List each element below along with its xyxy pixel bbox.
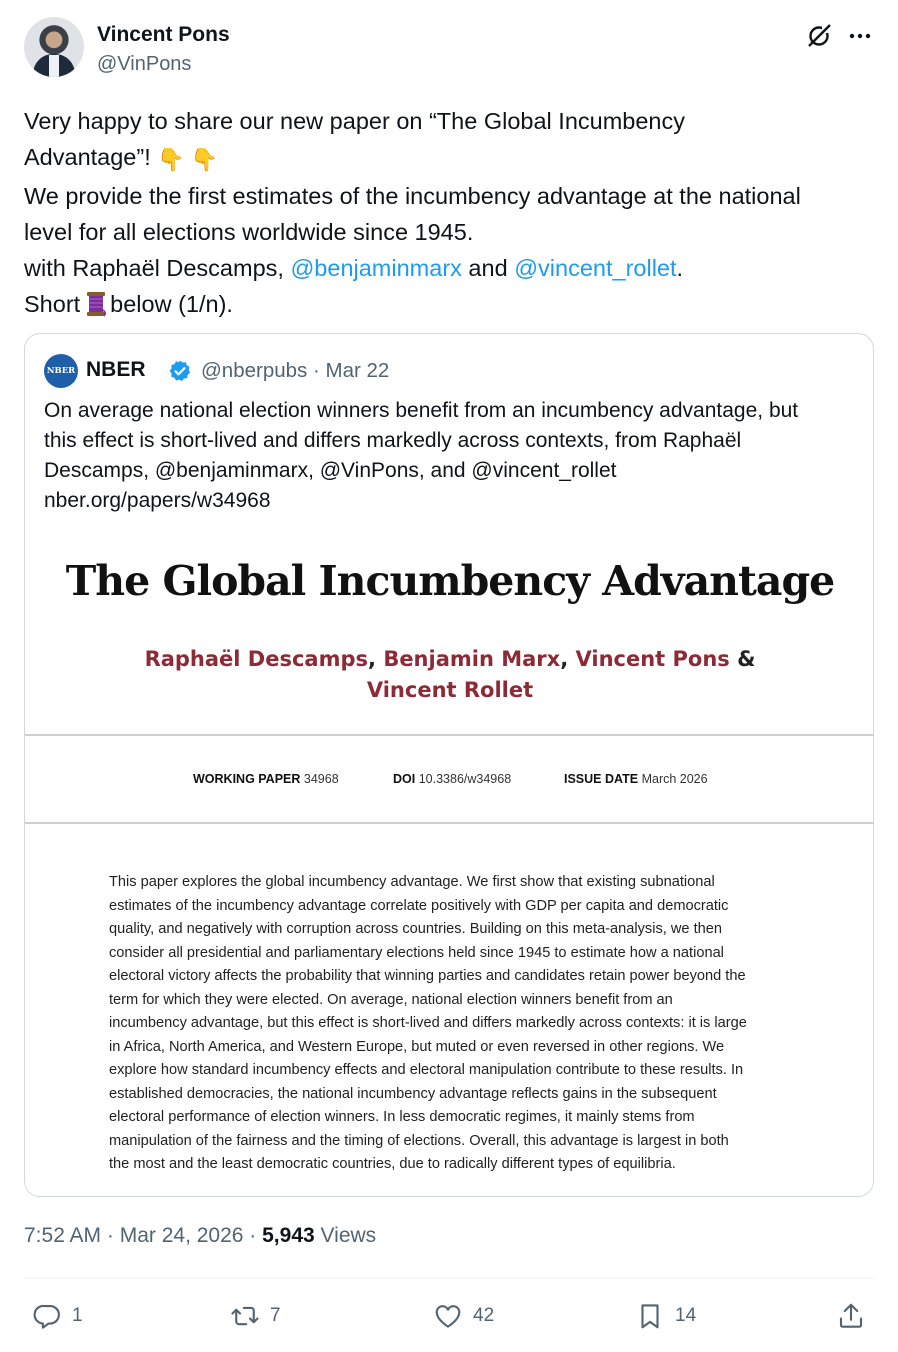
bookmark-count: 14 — [675, 1305, 697, 1326]
paper-author: Raphaël Descamps — [144, 647, 369, 671]
tweet-line-text: . — [676, 255, 684, 281]
paper-doi — [393, 772, 511, 786]
abstract-line: incumbency advantage, but this effect is short-lived and differs markedly across contexts: it is large — [109, 1015, 747, 1031]
meta-value: 10.3386/w34968 — [418, 772, 512, 786]
paper-authors-line — [25, 644, 874, 675]
tweet-line-text: below (1/n). — [110, 291, 233, 317]
pointing-down-emoji: 👇 👇 — [157, 147, 219, 172]
nber-avatar[interactable]: NBER — [44, 354, 78, 388]
quoted-tweet-text — [44, 396, 864, 516]
bookmark-icon — [635, 1301, 665, 1331]
avatar[interactable] — [24, 17, 84, 77]
tweet-line: level for all elections worldwide since 1945. — [24, 219, 474, 245]
quoted-handle-date[interactable]: @nberpubs · Mar 22 — [201, 359, 390, 382]
tweet-line-text: Advantage”! — [24, 144, 158, 170]
abstract-line: explore how standard incumbency effects and electoral manipulation contribute to these results. In — [109, 1062, 744, 1078]
paper-image[interactable] — [25, 532, 874, 1197]
abstract-line: in Africa, North America, and Western Europe, but muted or even reversed in other regions. We — [109, 1038, 725, 1055]
quoted-author-name[interactable]: NBER — [86, 358, 146, 381]
tweet-line — [24, 286, 884, 322]
abstract-line: This paper explores the global incumbency advantage. We first show that existing subnational — [109, 874, 715, 890]
views-count: 5,943 — [262, 1224, 315, 1247]
paper-issue-date — [564, 772, 708, 786]
paper-divider — [25, 734, 874, 736]
repost-icon — [230, 1301, 260, 1331]
abstract-line: term for which they were elected. On average, national election winners benefit from an — [109, 991, 673, 1008]
quoted-tweet-header — [44, 354, 844, 386]
meta-label: ISSUE DATE — [564, 772, 639, 786]
tweet-line-text: with Raphaël Descamps, — [24, 255, 291, 281]
post-time[interactable]: 7:52 AM · Mar 24, 2026 · — [24, 1224, 263, 1247]
author-separator: , — [560, 647, 576, 671]
repost-button[interactable] — [230, 1296, 281, 1336]
repost-count: 7 — [270, 1305, 281, 1326]
abstract-line: established democracies, the national incumbency advantage reflects gains in the subsequent — [109, 1085, 717, 1102]
author-separator: & — [729, 647, 756, 671]
meta-label: WORKING PAPER — [193, 772, 301, 786]
abstract-line: manipulation of the fairness and the timing of elections. Overall, this advantage is largest in both — [109, 1132, 729, 1149]
author-name[interactable]: Vincent Pons — [97, 23, 230, 46]
tweet-text — [24, 103, 884, 322]
share-button[interactable] — [836, 1296, 866, 1336]
heart-icon — [433, 1301, 463, 1331]
quoted-link[interactable]: nber.org/papers/w34968 — [44, 489, 271, 512]
abstract-line: quality, and negatively with corruption across countries. Building on this meta-analysis, we then — [109, 921, 722, 937]
working-paper-number — [193, 772, 339, 786]
tweet-line: Very happy to share our new paper on “The Global Incumbency — [24, 108, 685, 134]
verified-badge-icon — [168, 359, 192, 383]
tweet-header — [24, 17, 874, 79]
divider — [24, 1278, 874, 1279]
tweet-line-text: and — [461, 255, 515, 281]
grok-icon[interactable] — [806, 23, 832, 49]
avatar-shirt — [49, 55, 59, 77]
paper-author: Vincent Rollet — [366, 678, 534, 702]
reply-icon — [32, 1301, 62, 1331]
paper-abstract — [109, 871, 809, 1177]
like-button[interactable] — [433, 1296, 494, 1336]
tweet-line: We provide the first estimates of the incumbency advantage at the national — [24, 183, 801, 209]
quoted-tweet[interactable] — [24, 333, 874, 1197]
author-handle[interactable]: @VinPons — [97, 53, 192, 75]
reply-count: 1 — [72, 1305, 83, 1326]
bookmark-button[interactable] — [635, 1296, 696, 1336]
paper-title: The Global Incumbency Advantage — [65, 557, 835, 605]
meta-value: March 2026 — [641, 772, 708, 786]
more-icon[interactable] — [846, 22, 874, 48]
quoted-line: Descamps, @benjaminmarx, @VinPons, and @vincent_rollet — [44, 459, 617, 482]
quoted-line: On average national election winners benefit from an incumbency advantage, but — [44, 399, 799, 422]
like-count: 42 — [473, 1305, 495, 1326]
meta-label: DOI — [393, 772, 416, 786]
abstract-line: consider all presidential and parliamentary elections held since 1945 to estimate how a national — [109, 944, 724, 961]
paper-author: Vincent Pons — [575, 647, 730, 671]
author-separator: , — [368, 647, 384, 671]
paper-authors-line — [25, 675, 874, 706]
reply-button[interactable] — [32, 1296, 83, 1336]
tweet-timestamp — [24, 1224, 376, 1248]
tweet-line — [24, 250, 884, 286]
thread-spool-icon — [86, 291, 106, 317]
abstract-line: the most and the least democratic countries, due to radically different types of equilibria. — [109, 1156, 676, 1172]
tweet-line — [24, 139, 884, 178]
quoted-line: this effect is short-lived and differs markedly across contexts, from Raphaël — [44, 429, 742, 452]
paper-authors — [25, 644, 874, 706]
mention-benjaminmarx[interactable]: @benjaminmarx — [290, 255, 462, 281]
action-bar — [24, 1296, 874, 1340]
abstract-line: electoral performance of election winners. In less democratic regimes, it mainly stems from — [109, 1109, 695, 1125]
paper-divider — [25, 822, 874, 824]
share-icon — [836, 1301, 866, 1331]
mention-vincent-rollet[interactable]: @vincent_rollet — [514, 255, 677, 281]
abstract-line: estimates of the incumbency advantage correlate positively with GDP per capita and democratic — [109, 897, 729, 914]
meta-value: 34968 — [303, 772, 339, 786]
views-label: Views — [314, 1224, 377, 1247]
paper-author: Benjamin Marx — [383, 647, 561, 671]
abstract-line: electoral victory affects the probability that winning parties and candidates retain power beyond the — [109, 968, 746, 984]
tweet-line-text: Short — [24, 291, 81, 317]
